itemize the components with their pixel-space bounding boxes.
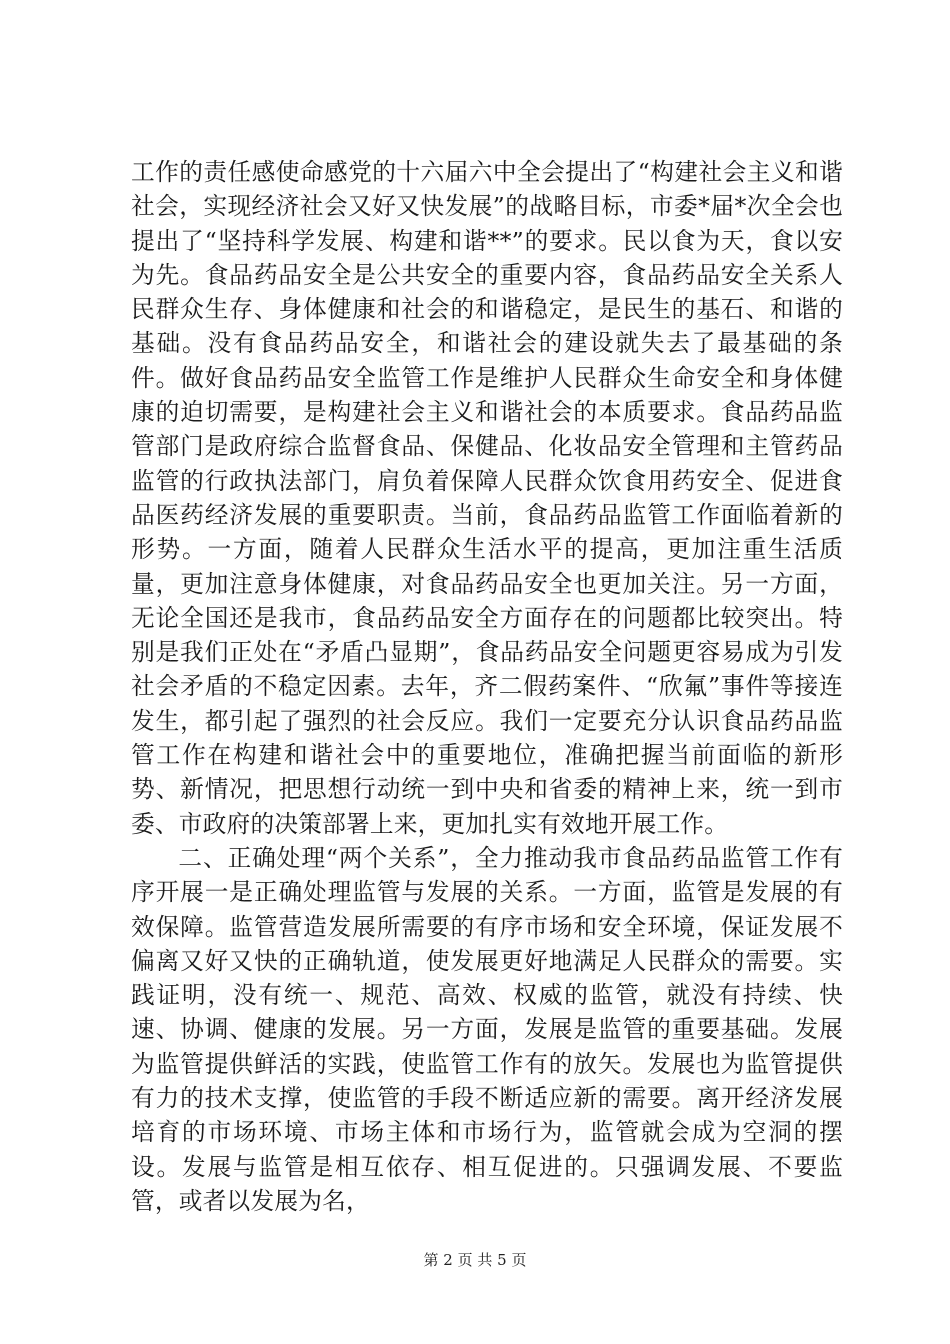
document-body — [131, 155, 843, 1218]
page-footer — [0, 1250, 950, 1270]
paragraph-2: 二、正确处理“两个关系”，全力推动我市食品药品监管工作有序开展一是正确处理监管与发展的关系。一方面，监管是发展的有效保障。监管营造发展所需要的有序市场和安全环境，保证发展不偏离又好又快的正确轨道，使发展更好地满足人民群众的需要。实践证明，没有统一、规范、高效、权威的监管，就没有持续、快速、协调、健康的发展。另一方面，发展是监管的重要基础。发展为监管提供鲜活的实践，使监管工作有的放矢。发展也为监管提供有力的技术支撑，使监管的手段不断适应新的需要。离开经济发展培育的市场环境、市场主体和市场行为，监管就会成为空洞的摆设。发展与监管是相互依存、相互促进的。只强调发展、不要监管，或者以发展为名， — [131, 843, 843, 1215]
page-number-label: 第 2 页 共 5 页 — [423, 1251, 527, 1269]
paragraph-1: 工作的责任感使命感党的十六届六中全会提出了“构建社会主义和谐社会，实现经济社会又好又快发展”的战略目标，市委*届*次全会也提出了“坚持科学发展、构建和谐**”的要求。民以食为天，食以安为先。食品药品安全是公共安全的重要内容，食品药品安全关系人民群众生存、身体健康和社会的和谐稳定，是民生的基石、和谐的基础。没有食品药品安全，和谐社会的建设就失去了最基础的条件。做好食品药品安全监管工作是维护人民群众生命安全和身体健康的迫切需要，是构建社会主义和谐社会的本质要求。食品药品监管部门是政府综合监督食品、保健品、化妆品安全管理和主管药品监管的行政执法部门，肩负着保障人民群众饮食用药安全、促进食品医药经济发展的重要职责。当前，食品药品监管工作面临着新的形势。一方面，随着人民群众生活水平的提高，更加注重生活质量，更加注意身体健康，对食品药品安全也更加关注。另一方面，无论全国还是我市，食品药品安全方面存在的问题都比较突出。特别是我们正处在“矛盾凸显期”，食品药品安全问题更容易成为引发社会矛盾的不稳定因素。去年，齐二假药案件、“欣氟”事件等接连发生，都引起了强烈的社会反应。我们一定要充分认识食品药品监管工作在构建和谐社会中的重要地位，准确把握当前面临的新形势、新情况，把思想行动统一到中央和省委的精神上来，统一到市委、市政府的决策部署上来，更加扎实有效地开展工作。 — [131, 158, 843, 838]
